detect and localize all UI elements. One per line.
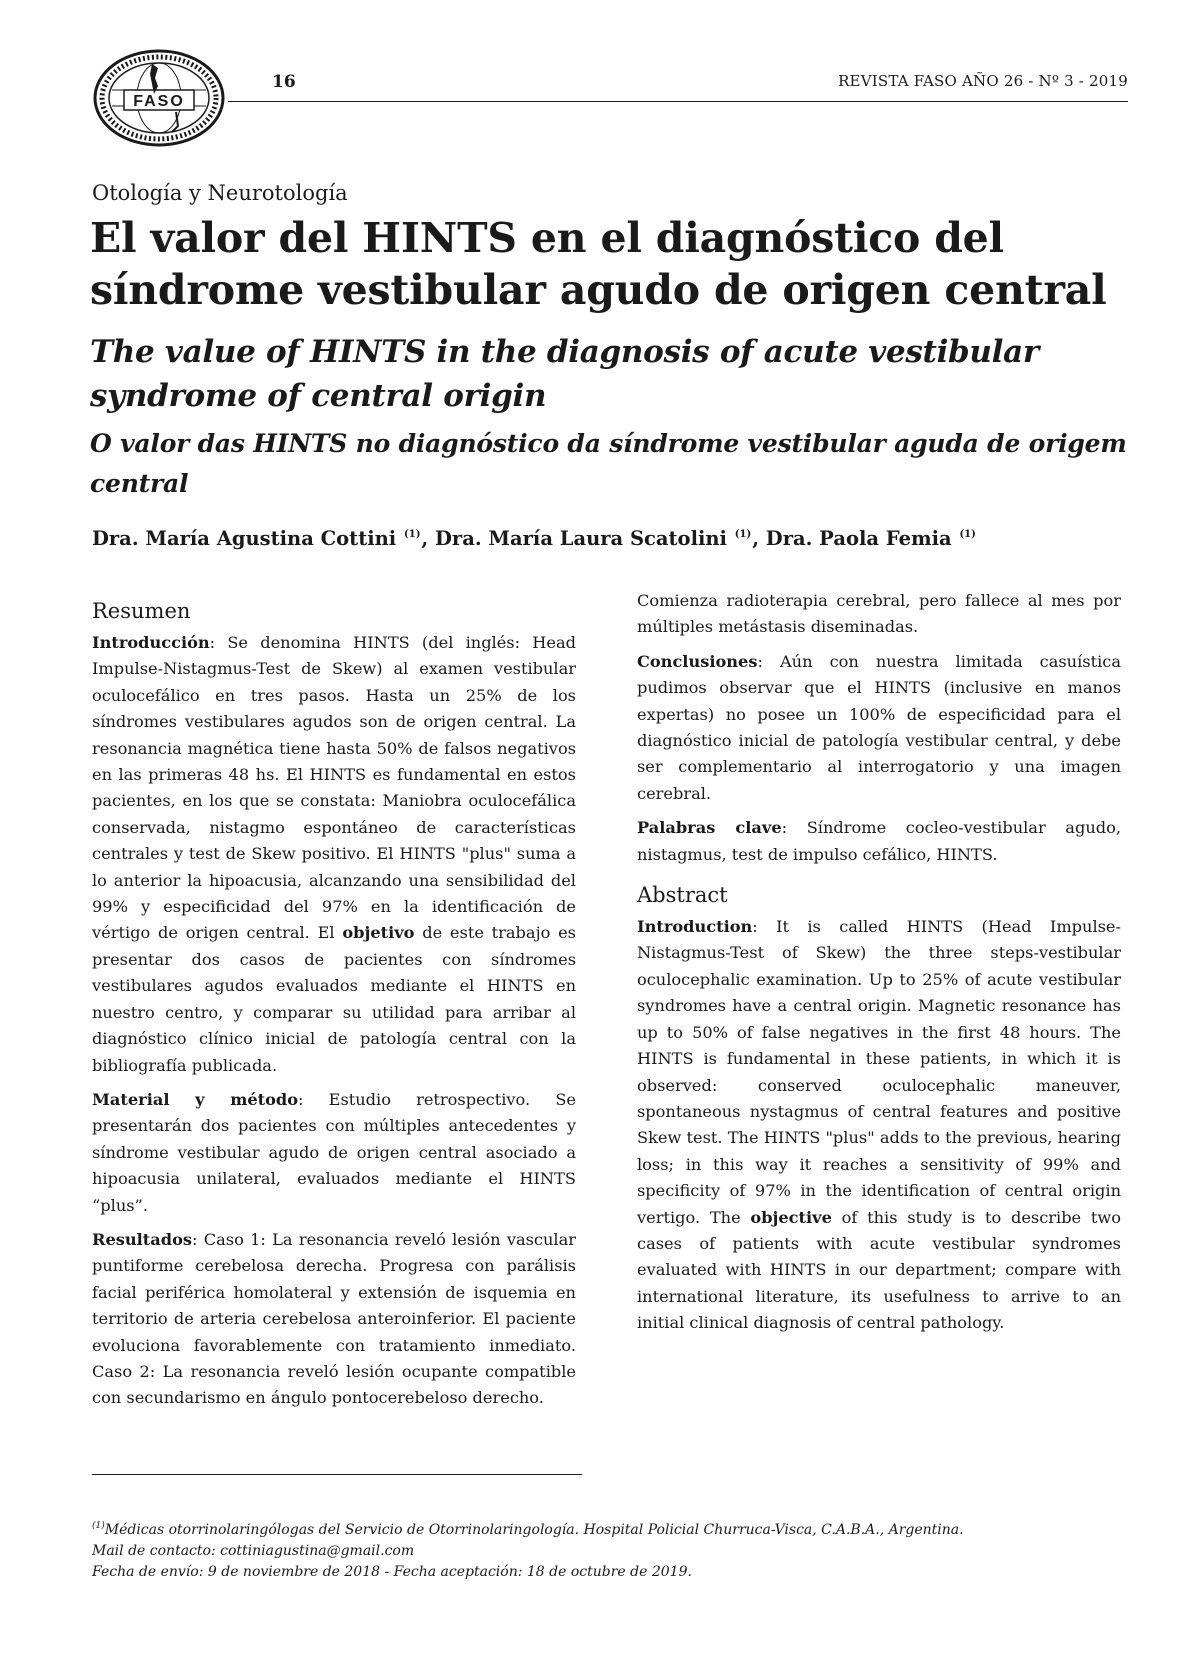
resumen-material: [92, 1087, 576, 1219]
results-label: Resultados: [92, 1229, 192, 1249]
author-name: Dra. María Laura Scatolini: [435, 527, 727, 550]
material-text: : Estudio retrospectivo. Se presentarán dos pacientes con múltiples antecedentes y síndrome vestibular agudo de origen central asociado a hipoacusia unilateral, evaluados mediante el HINTS “plus”.: [92, 1089, 576, 1215]
page-number: 16: [272, 72, 296, 92]
intro-text-cont: de este trabajo es presentar dos casos de pacientes con síndromes vestibulares agudos evaluados mediante el HINTS en nuestro centro, y comparar su utilidad para arribar al diagnóstico clínico inicial de patología central con la bibliografía publicada.: [92, 923, 576, 1075]
resumen-conclusions: [637, 649, 1121, 807]
results-text-continued: Comienza radioterapia cerebral, pero fallece al mes por múltiples metástasis diseminadas.: [637, 591, 1121, 637]
keywords-text: : Síndrome cocleo-vestibular agudo, nistagmus, test de impulso cefálico, HINTS.: [637, 818, 1121, 864]
results-text: : Caso 1: La resonancia reveló lesión vascular puntiforme cerebelosa derecha. Progresa con parálisis facial periférica homolateral y extensión de isquemia en territorio de arteria cerebelosa anteroinferior. El paciente evoluciona favorablemente con tratamiento inmediato. Caso 2: La resonancia reveló lesión ocupante compatible con secundarismo en ángulo pontocerebeloso derecho.: [92, 1229, 576, 1408]
section-label: Otología y Neurotología: [92, 181, 348, 205]
objective-label: objetivo: [342, 923, 415, 943]
footnote-rule: [92, 1474, 582, 1475]
submission-dates: Fecha de envío: 9 de noviembre de 2018 - Fecha aceptación: 18 de octubre de 2019.: [92, 1564, 692, 1580]
author-name: Dra. Paola Femia: [765, 527, 952, 550]
header-rule: [228, 101, 1128, 102]
faso-logo: [92, 48, 226, 148]
affiliation-mark: (1): [734, 529, 752, 540]
intro-text: : Se denomina HINTS (del inglés: Head Impulse-Nistagmus-Test de Skew) al examen vestibular oculocefálico en tres pasos. Hasta un 25% de los síndromes vestibulares agudos son de origen central. La resonancia magnética tiene hasta 50% de falsos negativos en las primeras 48 hs. El HINTS es fundamental en estos pacientes, en los que se constata: Maniobra oculocefálica conservada, nistagmo espontáneo de características centrales y test de Skew positivo. El HINTS "plus" suma a lo anterior la hipoacusia, alcanzando una sensibilidad del 99% y especificidad del 97% en la identificación de vértigo de origen central. El: [92, 633, 576, 943]
resumen-results-continued: [637, 588, 1121, 641]
conclusions-text: : Aún con nuestra limitada casuística pudimos observar que el HINTS (inclusive en manos expertas) no posee un 100% de especificidad para el diagnóstico inicial de patología vestibular central, y debe ser complementario al interrogatorio y una imagen cerebral.: [637, 651, 1121, 803]
author-name: Dra. María Agustina Cottini: [92, 527, 397, 550]
conclusions-label: Conclusiones: [637, 651, 758, 671]
title-portuguese: O valor das HINTS no diagnóstico da síndrome vestibular aguda de origem central: [90, 429, 1127, 498]
author-list: [92, 527, 977, 550]
resumen-results: [92, 1227, 576, 1412]
affiliation-footnote-text: Médicas otorrinolaringólogas del Servicio de Otorrinolaringología. Hospital Policial Churruca-Visca, C.A.B.A., Argentina.: [104, 1522, 964, 1538]
affiliation-mark: (1): [404, 529, 421, 540]
resumen-heading: Resumen: [92, 599, 191, 623]
material-label: Material y método: [92, 1089, 299, 1109]
logo-text: FASO: [133, 93, 185, 110]
resumen-introduction: [92, 630, 576, 1079]
abstract-intro-label: Introduction: [637, 917, 753, 937]
abstract-intro-text-cont: of this study is to describe two cases of patients with acute vestibular syndromes evaluated with HINTS in our department; compare with international literature, its usefulness to arrive to an initial clinical diagnosis of central pathology.: [637, 1207, 1121, 1333]
abstract-objective-label: objective: [750, 1207, 832, 1227]
author-separator: ,: [752, 527, 759, 550]
title-spanish: El valor del HINTS en el diagnóstico del síndrome vestibular agudo de origen central: [90, 214, 1107, 314]
abstract-introduction: [637, 914, 1121, 1337]
abstract-intro-text: : It is called HINTS (Head Impulse-Nistagmus-Test of Skew) the three steps-vestibular oculocephalic examination. Up to 25% of acute vestibular syndromes have a central origin. Magnetic resonance has up to 50% of false negatives in the first 48 hours. The HINTS is fundamental in these patients, in which it is observed: conserved oculocephalic maneuver, spontaneous nystagmus of central features and positive Skew test. The HINTS "plus" adds to the previous, hearing loss; in this way it reaches a sensitivity of 99% and specificity of 97% in the identification of central origin vertigo. The: [637, 917, 1121, 1227]
affiliation-mark: (1): [959, 529, 976, 540]
intro-label: Introducción: [92, 633, 210, 652]
keywords-label: Palabras clave: [637, 818, 782, 838]
abstract-heading: Abstract: [637, 883, 728, 908]
affiliation-footnote: [92, 1516, 964, 1541]
author-separator: ,: [421, 527, 429, 550]
footnotes: [92, 1516, 964, 1583]
resumen-column: [92, 596, 576, 1420]
contact-email: Mail de contacto: cottiniagustina@gmail.com: [92, 1543, 415, 1559]
abstract-column: [637, 588, 1121, 1345]
title-english: The value of HINTS in the diagnosis of acute vestibular syndrome of central origin: [90, 334, 1039, 414]
running-head: REVISTA FASO AÑO 26 - Nº 3 - 2019: [838, 72, 1128, 90]
affiliation-footnote-mark: (1): [92, 1521, 105, 1531]
resumen-keywords: [637, 815, 1121, 868]
